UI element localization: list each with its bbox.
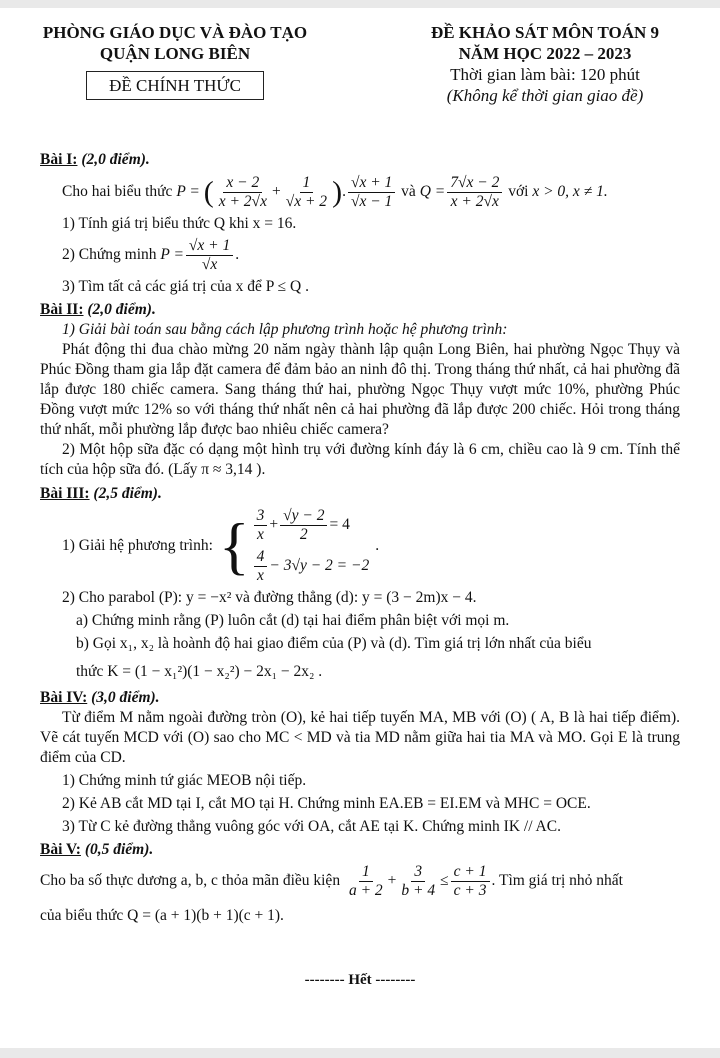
fraction-numerator: √x + 1 (348, 174, 395, 193)
header-right (380, 22, 710, 106)
bai3-question-2b-line1: b) Gọi x₁, x₂ là hoành độ hai giao điểm của (P) và (d). Tìm giá trị lớn nhất của biểu (76, 635, 592, 652)
bai4-question-3: 3) Từ C kẻ đường thẳng vuông góc với OA, cắt AE tại K. Chứng minh IK // AC. (62, 818, 561, 835)
bai4-question-2: 2) Kẻ AB cắt MD tại I, cắt MO tại H. Chứng minh EA.EB = EI.EM và MHC = OCE. (62, 795, 591, 812)
bai2-question-1-body: Phát động thi đua chào mừng 20 năm ngày thành lập quận Long Biên, hai phường Ngọc Thụy và Phúc Đồng tham gia lắp đặt camera để đảm bảo an ninh đô thị. Trong tháng thứ nhất, cả hai phường đã lắp được 180 chiếc camera. Sang tháng thứ hai, phường Ngọc Thụy vượt mức 10%, phường Phúc Đồng vượt mức 12% so với tháng thứ nhất nên cả hai phường đã lắp được 200 chiếc. Hỏi trong tháng thứ nhất, mỗi phường lắp được bao nhiêu chiếc camera? (40, 341, 680, 438)
fraction (280, 507, 327, 544)
fraction-numerator: 3 (254, 507, 268, 526)
math-part: $\frac{4}{x}$ − 3√y − 2 = −2 (252, 548, 370, 585)
bai1-question-2: 2) Chứng minh P = $\frac{√x + 1}{√x}$ . (62, 237, 240, 273)
bai3-question-2: 2) Cho parabol (P): y = −x² và đường thẳng (d): y = (3 − 2m)x − 4. (62, 589, 477, 606)
math-part: { (218, 510, 250, 581)
fraction-numerator: √y − 2 (280, 507, 327, 526)
fraction (216, 174, 270, 211)
fraction-numerator: x − 2 (223, 174, 262, 193)
math-part: ( (203, 175, 214, 209)
fraction (451, 863, 490, 900)
exam-content (40, 150, 680, 929)
fraction (447, 174, 502, 211)
fraction-denominator: c + 3 (453, 882, 487, 899)
math-part: $\frac{3}{x}$ + $\frac{√y - 2}{2}$ = 4 (252, 507, 370, 544)
section-heading-4: Bài IV: (3,0 điểm). (40, 689, 160, 706)
fraction-numerator: 3 (411, 863, 425, 882)
bai1-question-3: 3) Tìm tất cả các giá trị của x để P ≤ Q . (62, 278, 309, 295)
bai3-question-1: 1) Giải hệ phương trình: { $\frac{3}{x}$ + $\frac{√y - 2}{2}$ = 4 $\frac{4}{x}$ − 3√y − 2 = −2 . (62, 507, 380, 584)
fraction (348, 174, 395, 211)
section-heading-2: Bài II: (2,0 điểm). (40, 301, 156, 318)
official-badge: ĐỀ CHÍNH THỨC (86, 71, 264, 100)
fraction-numerator: c + 1 (451, 863, 490, 882)
fraction (186, 237, 233, 274)
equation-system: { $\frac{3}{x}$ + $\frac{√y - 2}{2}$ = 4 $\frac{4}{x}$ − 3√y − 2 = −2 . (218, 507, 380, 584)
fraction-denominator: b + 4 (401, 882, 436, 899)
fraction-numerator: 1 (300, 174, 314, 193)
fraction-numerator: 1 (359, 863, 373, 882)
fraction-numerator: 4 (254, 548, 268, 567)
bai1-question-1: 1) Tính giá trị biểu thức Q khi x = 16. (62, 215, 297, 232)
district-name: QUẬN LONG BIÊN (99, 44, 251, 63)
bai5-line1: Cho ba số thực dương a, b, c thỏa mãn điều kiện $\frac{1}{a + 2}$ + $\frac{3}{b + 4}$ ≤ $\frac{c + 1}{c + 3}$ . Tìm giá trị nhỏ nhất (40, 863, 623, 899)
fraction-denominator: x (257, 567, 264, 584)
fraction (346, 863, 386, 900)
bai3-question-2b-line2: thức K = (1 − x₁²)(1 − x₂²) − 2x₁ − 2x₂ . (76, 663, 323, 680)
time-note: (Không kể thời gian giao đề) (446, 86, 644, 105)
header-left (20, 22, 330, 100)
exam-title: ĐỀ KHẢO SÁT MÔN TOÁN 9 (430, 23, 660, 42)
bai4-question-1: 1) Chứng minh tứ giác MEOB nội tiếp. (62, 772, 307, 789)
bai4-body: Từ điểm M nằm ngoài đường tròn (O), kẻ hai tiếp tuyến MA, MB với (O) ( A, B là hai tiếp điểm). Vẽ cát tuyến MCD với (O) sao cho MC < MD và tia MD nằm giữa hai tia MA và MO. Gọi E là trung điểm của CD. (40, 709, 680, 766)
math-part: ) (332, 175, 343, 209)
fraction-denominator: 2 (299, 526, 308, 543)
fraction (398, 863, 438, 900)
fraction-denominator: √x + 2 (285, 193, 328, 210)
school-year: NĂM HỌC 2022 – 2023 (458, 44, 632, 63)
fraction-denominator: x + 2√x (450, 193, 499, 210)
fraction-denominator: x (257, 526, 264, 543)
exam-page (0, 8, 720, 1048)
fraction-denominator: √x (201, 256, 218, 273)
time-limit: Thời gian làm bài: 120 phút (450, 65, 640, 84)
bai5-line2: của biểu thức Q = (a + 1)(b + 1)(c + 1). (40, 907, 284, 924)
fraction-numerator: 7√x − 2 (447, 174, 502, 193)
fraction-denominator: x + 2√x (218, 193, 267, 210)
section-heading-1: Bài I: (2,0 điểm). (40, 151, 150, 168)
fraction (283, 174, 330, 211)
fraction-numerator: √x + 1 (186, 237, 233, 256)
bai1-intro: Cho hai biểu thức P = ( $\frac{x - 2}{x + 2√x}$ + $\frac{1}{√x + 2}$ ). $\frac{√x + 1}{√x - 1}$ và Q = $\frac{7√x - 2}{x + 2√x}$ với x > 0, x ≠ 1. (62, 174, 608, 210)
fraction (254, 548, 268, 585)
fraction-denominator: √x − 1 (350, 193, 393, 210)
end-marker: -------- Hết -------- (304, 972, 416, 988)
section-heading-5: Bài V: (0,5 điểm). (40, 841, 154, 858)
fraction (254, 507, 268, 544)
bai3-question-2a: a) Chứng minh rằng (P) luôn cắt (d) tại hai điểm phân biệt với mọi m. (76, 612, 510, 629)
bai2-question-1-intro: 1) Giải bài toán sau bằng cách lập phương trình hoặc hệ phương trình: (62, 321, 508, 338)
department-name: PHÒNG GIÁO DỤC VÀ ĐÀO TẠO (42, 23, 308, 42)
section-heading-3: Bài III: (2,5 điểm). (40, 485, 162, 502)
bai2-question-2: 2) Một hộp sữa đặc có dạng một hình trụ với đường kính đáy là 6 cm, chiều cao là 9 cm. Tính thể tích của hộp sữa đó. (Lấy π ≈ 3,14 ). (40, 441, 680, 478)
fraction-denominator: a + 2 (348, 882, 383, 899)
